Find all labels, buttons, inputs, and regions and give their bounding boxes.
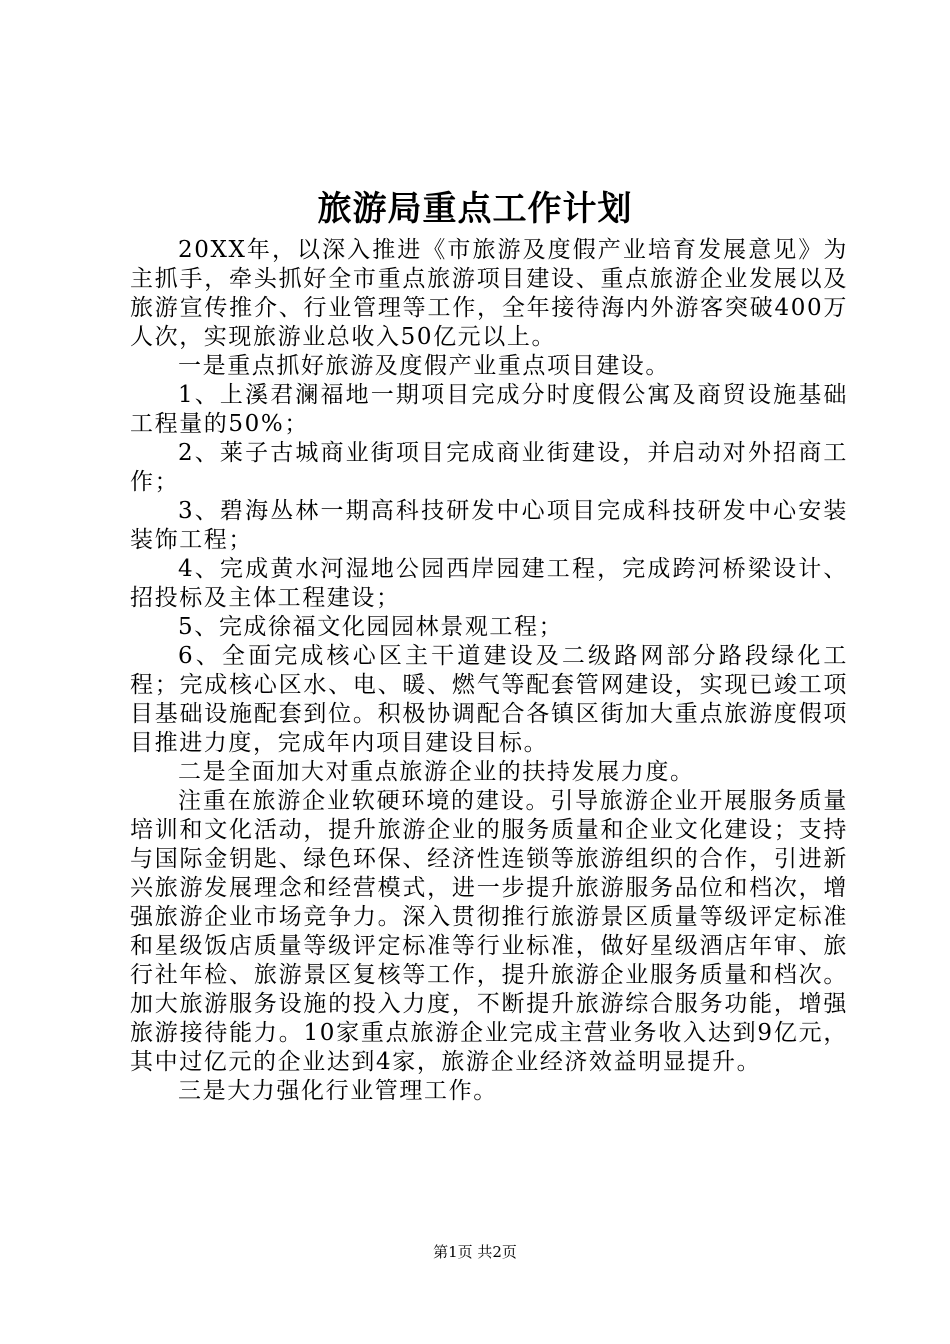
list-item-6: 6、全面完成核心区主干道建设及二级路网部分路段绿化工程；完成核心区水、电、暖、燃气等配套管网建设，实现已竣工项目基础设施配套到位。积极协调配合各镇区街加大重点旅游度假项目推进力度，完成年内项目建设目标。 [130, 643, 848, 756]
paragraph-enterprise: 注重在旅游企业软硬环境的建设。引导旅游企业开展服务质量培训和文化活动，提升旅游企业的服务质量和企业文化建设；支持与国际金钥匙、绿色环保、经济性连锁等旅游组织的合作，引进新兴旅游发展理念和经营模式，进一步提升旅游服务品位和档次，增强旅游企业市场竞争力。深入贯彻推行旅游景区质量等级评定标准和星级饭店质量等级评定标准等行业标准，做好星级酒店年审、旅行社年检、旅游景区复核等工作，提升旅游企业服务质量和档次。加大旅游服务设施的投入力度，不断提升旅游综合服务功能，增强旅游接待能力。10家重点旅游企业完成主营业务收入达到9亿元，其中过亿元的企业达到4家，旅游企业经济效益明显提升。 [130, 788, 848, 1075]
section-heading-3: 三是大力强化行业管理工作。 [178, 1078, 498, 1104]
document-body [130, 236, 848, 1106]
list-item-4: 4、完成黄水河湿地公园西岸园建工程，完成跨河桥梁设计、招投标及主体工程建设； [130, 556, 848, 611]
page-footer: 第1页 共2页 [433, 1243, 517, 1261]
section-heading-2: 二是全面加大对重点旅游企业的扶持发展力度。 [178, 759, 695, 785]
list-item-2: 2、莱子古城商业街项目完成商业街建设，并启动对外招商工作； [130, 440, 848, 495]
paragraph-intro: 20XX年，以深入推进《市旅游及度假产业培育发展意见》为主抓手，牵头抓好全市重点旅游项目建设、重点旅游企业发展以及旅游宣传推介、行业管理等工作，全年接待海内外游客突破400万人次，实现旅游业总收入50亿元以上。 [130, 237, 848, 350]
list-item-1: 1、上溪君澜福地一期项目完成分时度假公寓及商贸设施基础工程量的50%； [130, 382, 848, 437]
list-item-5: 5、完成徐福文化园园林景观工程； [178, 614, 564, 640]
list-item-3: 3、碧海丛林一期高科技研发中心项目完成科技研发中心安装装饰工程； [130, 498, 848, 553]
document-title: 旅游局重点工作计划 [317, 189, 633, 229]
section-heading-1: 一是重点抓好旅游及度假产业重点项目建设。 [178, 353, 670, 379]
